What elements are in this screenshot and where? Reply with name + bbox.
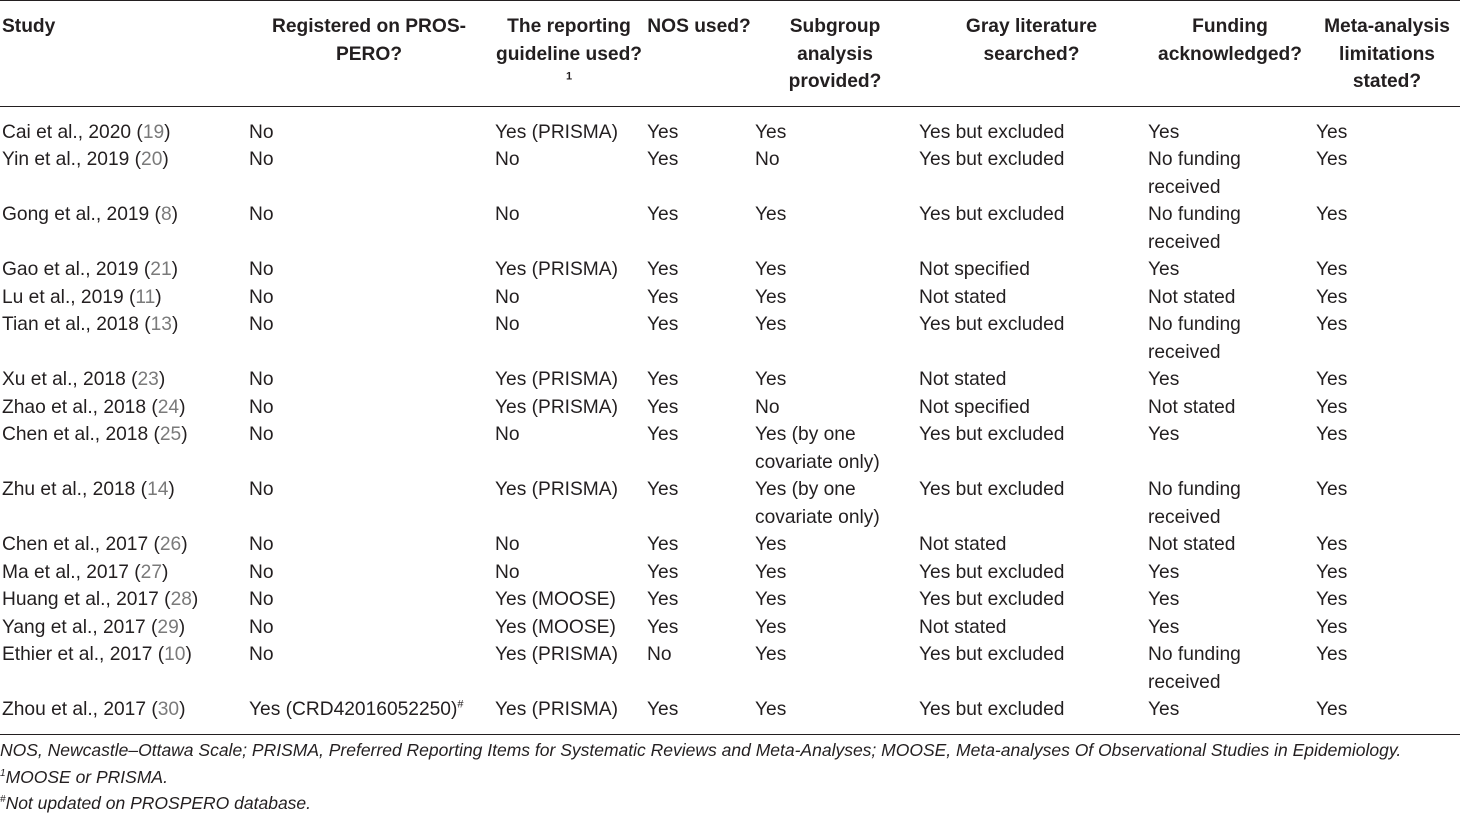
study-name: Gong et al., 2019 (2, 204, 150, 225)
cell-guideline: Yes (PRISMA) (495, 121, 618, 143)
cell-registered (245, 106, 493, 146)
cell-guideline: Yes (PRISMA) (495, 396, 618, 418)
cell-subgroup: Yes (755, 286, 787, 308)
table-row (0, 641, 1460, 696)
cell-gray-literature: Not specified (919, 396, 1030, 418)
registered-value: No (249, 589, 274, 610)
cell-nos: Yes (647, 121, 679, 143)
footnote-2-mark: # (0, 794, 6, 806)
footnote-1 (0, 764, 1401, 791)
reference-link[interactable]: 29 (157, 616, 179, 638)
registered-value: No (249, 479, 274, 500)
table-row (0, 284, 1460, 312)
cell-limitations: Yes (1316, 616, 1348, 638)
cell-nos: Yes (647, 314, 679, 335)
cell-subgroup: No (755, 396, 780, 418)
cell-registered (245, 476, 493, 531)
cell-funding: Yes (1148, 561, 1180, 583)
cell-subgroup: Yes (755, 561, 787, 583)
registered-value: No (249, 204, 274, 225)
cell-guideline: Yes (PRISMA) (495, 644, 618, 665)
cell-guideline: No (495, 424, 520, 445)
cell-subgroup: Yes (755, 644, 787, 665)
cell-funding: Yes (1148, 369, 1180, 390)
cell-funding: Not stated (1148, 534, 1236, 555)
cell-funding: No funding received (1148, 644, 1241, 693)
cell-nos: No (647, 644, 672, 665)
cell-subgroup: Yes (755, 534, 787, 555)
study-name: Gao et al., 2019 (2, 259, 139, 280)
header-study: Study (0, 1, 245, 107)
cell-study: Yin et al., 2019 (20) (2, 149, 169, 170)
cell-subgroup: Yes (by one covariate only) (755, 479, 880, 528)
study-name: Zhou et al., 2017 (2, 699, 147, 720)
reference-link[interactable]: 23 (137, 369, 159, 390)
cell-funding: Yes (1146, 696, 1314, 734)
footnote-1-mark: 1 (0, 767, 6, 779)
cell-study: Huang et al., 2017 (28) (2, 589, 199, 610)
footnote-2-text: Not updated on PROSPERO database. (5, 793, 312, 813)
cell-guideline: Yes (PRISMA) (493, 696, 645, 734)
header-gray-literature: Gray literature searched? (917, 1, 1146, 107)
cell-registered (245, 366, 493, 394)
cell-subgroup: Yes (755, 204, 787, 225)
cell-study: Cai et al., 2020 (19) (2, 121, 171, 143)
registered-value: No (249, 534, 274, 555)
study-name: Ethier et al., 2017 (2, 644, 153, 665)
cell-registered (245, 531, 493, 559)
reference-link[interactable]: 11 (135, 286, 156, 308)
cell-funding: Yes (1148, 424, 1180, 445)
cell-funding: Yes (1148, 121, 1180, 143)
cell-nos: Yes (647, 534, 679, 555)
cell-funding: Yes (1148, 616, 1180, 638)
cell-registered (245, 421, 493, 476)
cell-limitations: Yes (1316, 121, 1348, 143)
cell-registered (245, 586, 493, 614)
reference-link[interactable]: 20 (141, 149, 163, 170)
cell-gray-literature: Yes but excluded (919, 424, 1065, 445)
table-footnotes (0, 737, 1401, 817)
table-row (0, 256, 1460, 284)
cell-study: Chen et al., 2017 (26) (2, 534, 188, 555)
cell-limitations: Yes (1316, 369, 1348, 390)
cell-gray-literature: Not stated (919, 286, 1007, 308)
cell-gray-literature: Not stated (919, 369, 1007, 390)
cell-gray-literature: Yes but excluded (919, 479, 1065, 500)
cell-guideline: No (495, 314, 520, 335)
reference-link[interactable]: 30 (157, 699, 180, 720)
study-name: Xu et al., 2018 (2, 369, 126, 390)
table-row (0, 201, 1460, 256)
cell-registered (245, 394, 493, 422)
header-funding: Funding acknowledged? (1146, 1, 1314, 107)
cell-limitations: Yes (1316, 561, 1348, 583)
cell-nos: Yes (647, 424, 679, 445)
cell-funding: No funding received (1148, 204, 1241, 253)
cell-study: Ma et al., 2017 (27) (2, 561, 169, 583)
cell-nos: Yes (647, 259, 679, 280)
registered-value: No (249, 396, 274, 418)
reference-link[interactable]: 10 (164, 644, 186, 665)
cell-limitations: Yes (1316, 286, 1348, 308)
table-row (0, 586, 1460, 614)
cell-registered (245, 696, 493, 734)
cell-subgroup: Yes (755, 616, 787, 638)
cell-gray-literature: Yes but excluded (919, 314, 1065, 335)
cell-funding: Yes (1148, 259, 1180, 280)
cell-subgroup: Yes (755, 314, 787, 335)
footnote-abbreviations: NOS, Newcastle–Ottawa Scale; PRISMA, Preferred Reporting Items for Systematic Reviews and Meta-Analyses; MOOSE, Meta-analyses Of Observational Studies in Epidemiology. (0, 740, 1402, 760)
cell-registered (245, 641, 493, 696)
cell-limitations: Yes (1316, 259, 1348, 280)
cell-funding: No funding received (1148, 149, 1241, 198)
registered-value: No (249, 616, 274, 638)
header-subgroup: Subgroup analysis provided? (753, 1, 917, 107)
cell-subgroup: Yes (753, 696, 917, 734)
reference-link[interactable]: 14 (147, 479, 169, 500)
cell-study: Zhao et al., 2018 (24) (2, 396, 186, 418)
table-row (0, 476, 1460, 531)
reference-link[interactable]: 27 (140, 561, 163, 583)
cell-limitations: Yes (1316, 204, 1348, 225)
table-row (0, 614, 1460, 642)
study-name: Chen et al., 2017 (2, 534, 149, 555)
registered-value: No (249, 314, 274, 335)
table-body (0, 106, 1460, 734)
cell-subgroup: Yes (by one covariate only) (755, 424, 880, 473)
registered-value: No (249, 424, 274, 445)
cell-gray-literature: Not specified (919, 259, 1030, 280)
cell-subgroup: Yes (755, 121, 787, 143)
study-name: Cai et al., 2020 (2, 121, 132, 143)
cell-guideline: Yes (MOOSE) (495, 616, 616, 638)
cell-subgroup: Yes (755, 259, 787, 280)
reference-link[interactable]: 19 (142, 121, 165, 143)
reference-link[interactable]: 25 (159, 424, 182, 445)
table-row (0, 531, 1460, 559)
cell-registered (245, 614, 493, 642)
table-row (0, 366, 1460, 394)
cell-nos: Yes (647, 616, 679, 638)
cell-guideline: No (495, 149, 520, 170)
cell-nos: Yes (647, 149, 679, 170)
cell-registered (245, 311, 493, 366)
header-guideline-footnote-mark: 1 (565, 70, 573, 83)
cell-limitations: Yes (1316, 314, 1348, 335)
header-registered: Registered on PROS-PERO? (245, 1, 493, 107)
cell-funding: No funding received (1148, 314, 1241, 363)
footnote-1-text: MOOSE or PRISMA. (5, 766, 168, 787)
cell-nos: Yes (647, 204, 679, 225)
registered-value: No (249, 369, 274, 390)
cell-study: Lu et al., 2019 (11) (2, 286, 162, 308)
cell-guideline: Yes (MOOSE) (495, 589, 616, 610)
study-name: Tian et al., 2018 (2, 314, 139, 335)
reference-link[interactable]: 28 (170, 589, 192, 610)
study-name: Chen et al., 2018 (2, 424, 149, 445)
cell-registered (245, 201, 493, 256)
cell-subgroup: Yes (755, 369, 787, 390)
table-row (0, 696, 1460, 734)
cell-funding: No funding received (1148, 479, 1241, 528)
cell-limitations: Yes (1316, 396, 1348, 418)
cell-registered (245, 146, 493, 201)
cell-limitations: Yes (1316, 644, 1348, 665)
cell-guideline: Yes (PRISMA) (495, 479, 618, 500)
registered-value: Yes (CRD42016052250) (249, 699, 458, 720)
cell-guideline: No (495, 286, 520, 308)
study-name: Yin et al., 2019 (2, 149, 130, 170)
cell-funding: Not stated (1148, 396, 1236, 418)
study-name: Yang et al., 2017 (2, 616, 146, 638)
registered-value: No (249, 561, 274, 583)
cell-guideline: No (495, 534, 520, 555)
cell-gray-literature: Not stated (919, 616, 1007, 638)
cell-nos: Yes (647, 479, 679, 500)
cell-nos: Yes (647, 561, 679, 583)
reference-link[interactable]: 26 (159, 534, 182, 555)
cell-limitations: Yes (1316, 534, 1348, 555)
cell-nos: Yes (645, 696, 753, 734)
cell-study: Yang et al., 2017 (29) (2, 616, 186, 638)
cell-study: Ethier et al., 2017 (10) (2, 644, 192, 665)
study-name: Zhao et al., 2018 (2, 396, 147, 418)
reference-link[interactable]: 8 (160, 204, 172, 225)
cell-nos: Yes (647, 286, 679, 308)
table-header-row (0, 1, 1460, 107)
cell-gray-literature: Yes but excluded (919, 561, 1065, 583)
registered-value: No (249, 149, 274, 170)
registered-value: No (249, 121, 274, 143)
cell-study: Zhou et al., 2017 (30) (0, 696, 245, 734)
cell-gray-literature: Yes but excluded (919, 149, 1065, 170)
cell-registered (245, 559, 493, 587)
cell-study: Gong et al., 2019 (8) (2, 204, 179, 225)
cell-gray-literature: Yes but excluded (919, 589, 1065, 610)
cell-nos: Yes (647, 589, 679, 610)
cell-guideline: No (495, 561, 520, 583)
cell-limitations: Yes (1316, 424, 1348, 445)
study-name: Zhu et al., 2018 (2, 479, 136, 500)
cell-study: Gao et al., 2019 (21) (2, 259, 179, 280)
table-row (0, 394, 1460, 422)
cell-gray-literature: Yes but excluded (919, 644, 1065, 665)
header-limitations: Meta-analysis limitations stated? (1314, 1, 1460, 107)
cell-limitations: Yes (1316, 589, 1348, 610)
study-name: Huang et al., 2017 (2, 589, 159, 610)
reference-link[interactable]: 21 (150, 259, 172, 280)
header-guideline-text: The reporting guideline used? (495, 16, 643, 65)
registered-value: No (249, 259, 274, 280)
table-row (0, 106, 1460, 146)
cell-study: Chen et al., 2018 (25) (2, 424, 188, 445)
table-row (0, 421, 1460, 476)
cell-funding: Yes (1148, 589, 1180, 610)
table-row (0, 311, 1460, 366)
cell-subgroup: No (755, 149, 780, 170)
cell-nos: Yes (647, 369, 679, 390)
cell-nos: Yes (647, 396, 679, 418)
cell-study: Zhu et al., 2018 (14) (2, 479, 175, 500)
cell-study: Tian et al., 2018 (13) (2, 314, 179, 335)
table-row (0, 559, 1460, 587)
header-nos: NOS used? (645, 1, 753, 107)
registered-footnote-mark: # (457, 698, 464, 711)
reference-link[interactable]: 13 (150, 314, 172, 335)
registered-value: No (249, 286, 274, 308)
cell-subgroup: Yes (755, 589, 787, 610)
cell-registered (245, 284, 493, 312)
footnote-2 (0, 790, 1401, 817)
cell-guideline: No (495, 204, 520, 225)
cell-study: Xu et al., 2018 (23) (2, 369, 166, 390)
cell-funding: Not stated (1148, 286, 1236, 308)
cell-limitations: Yes (1316, 149, 1348, 170)
cell-gray-literature: Yes but excluded (917, 696, 1146, 734)
reference-link[interactable]: 24 (157, 396, 180, 418)
cell-gray-literature: Not stated (919, 534, 1007, 555)
cell-limitations: Yes (1314, 696, 1460, 734)
study-name: Ma et al., 2017 (2, 561, 129, 583)
cell-limitations: Yes (1316, 479, 1348, 500)
registered-value: No (249, 644, 274, 665)
study-name: Lu et al., 2019 (2, 286, 124, 308)
cell-registered (245, 256, 493, 284)
table-row (0, 146, 1460, 201)
cell-guideline: Yes (PRISMA) (495, 369, 618, 390)
cell-guideline: Yes (PRISMA) (495, 259, 618, 280)
header-guideline (493, 1, 645, 107)
cell-gray-literature: Yes but excluded (919, 204, 1065, 225)
cell-gray-literature: Yes but excluded (919, 121, 1065, 143)
